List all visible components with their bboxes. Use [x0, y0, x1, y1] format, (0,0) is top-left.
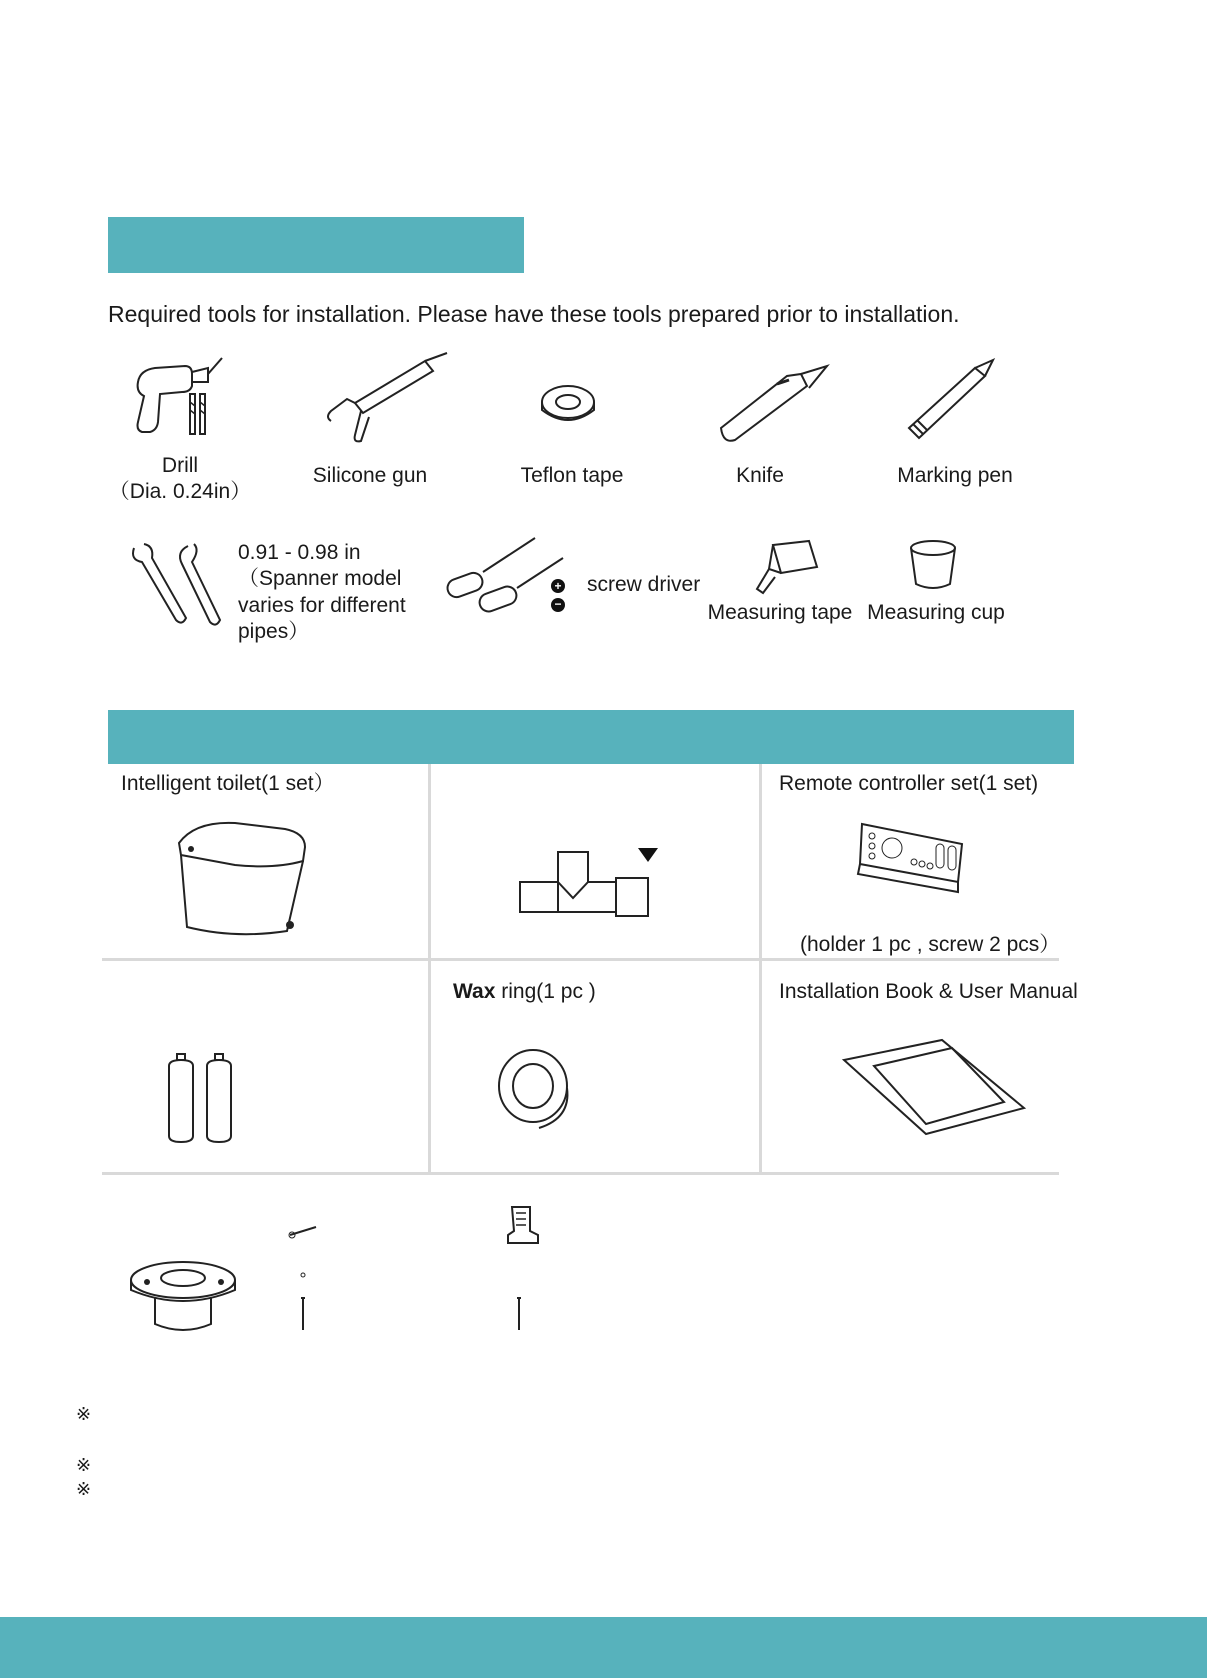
grid-divider [102, 1172, 1059, 1175]
note-mark: ※ [76, 1404, 92, 1424]
measuring-tape-label: Measuring tape [707, 601, 853, 624]
toilet-flange-icon [127, 1260, 239, 1335]
note-mark: ※ [76, 1455, 92, 1475]
bolt-icon [288, 1225, 318, 1239]
marking-pen-icon [905, 362, 995, 442]
footer-bar [0, 1617, 1207, 1678]
measuring-cup-icon [908, 540, 958, 592]
measuring-tape-icon [755, 537, 820, 597]
minus-circle-icon: − [551, 598, 565, 612]
drill-name: Drill [161, 454, 199, 477]
spanner-note-line3: pipes） [238, 619, 310, 643]
wax-ring-label-rest: ring(1 pc ) [495, 980, 596, 1003]
grid-divider [428, 764, 431, 1174]
screwdriver-icon [443, 532, 568, 612]
measuring-cup-label: Measuring cup [867, 601, 1005, 624]
teflon-tape-label: Teflon tape [520, 464, 624, 487]
drill-icon [130, 352, 225, 452]
tools-section-header-bar [108, 217, 524, 273]
spanner-note-line2: varies for different [238, 593, 406, 617]
grid-divider [759, 764, 762, 1174]
spanner-size-label [238, 540, 406, 645]
screwdriver-label: screw driver [587, 573, 701, 596]
remote-label: Remote controller set(1 set) [779, 772, 1039, 795]
phillips-flat-icons [551, 577, 583, 611]
fixing-bracket-icon [506, 1205, 540, 1247]
wax-ring-icon [495, 1048, 577, 1133]
parts-section-header-bar [108, 710, 1074, 764]
manual-label: Installation Book & User Manual [779, 980, 1078, 1003]
plus-circle-icon: + [551, 579, 565, 593]
toilet-label: Intelligent toilet(1 set） [121, 772, 335, 795]
note-mark: ※ [76, 1479, 92, 1499]
teflon-tape-icon [538, 382, 598, 427]
spanner-note-line1: （Spanner model [238, 567, 402, 591]
silicone-gun-icon [325, 355, 450, 450]
angle-valve-icon [518, 848, 663, 918]
silicone-gun-label: Silicone gun [312, 464, 428, 487]
grid-divider [102, 958, 1059, 961]
wax-ring-label [453, 979, 596, 1005]
drill-label [105, 453, 255, 506]
toilet-icon [175, 815, 310, 940]
drill-diameter: （Dia. 0.24in） [108, 480, 252, 504]
spanner-size: 0.91 - 0.98 in [238, 541, 361, 564]
screw-icon [516, 1296, 522, 1332]
screw-icon [300, 1296, 306, 1332]
remote-contents-note: (holder 1 pc , screw 2 pcs） [800, 933, 1061, 956]
marking-pen-label: Marking pen [897, 464, 1013, 487]
battery-icon [165, 1052, 245, 1144]
wax-ring-label-bold: Wax [453, 980, 496, 1003]
manual-book-icon [842, 1038, 1027, 1136]
remote-controller-icon [858, 818, 968, 898]
tools-intro-text: Required tools for installation. Please have these tools prepared prior to installation. [108, 301, 960, 327]
knife-label: Knife [736, 464, 784, 487]
spanner-icon [128, 540, 228, 630]
knife-icon [717, 362, 829, 442]
washer-icon [300, 1272, 306, 1278]
